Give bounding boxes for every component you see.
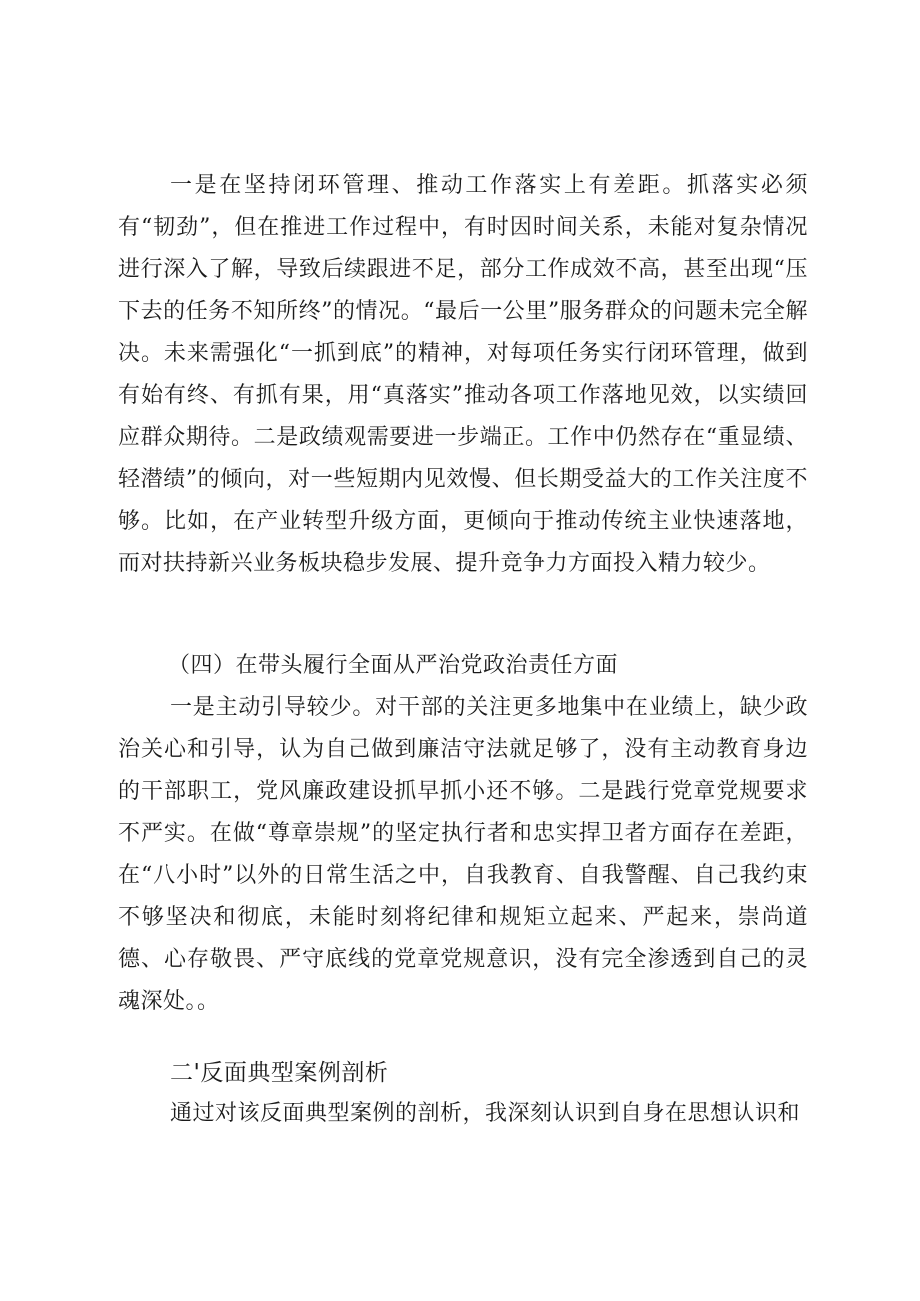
paragraph-guidance-and-party-rules: 一是主动引导较少。对干部的关注更多地集中在业绩上，缺少政治关心和引导，认为自己做到廉洁守法就足够了，没有主动教育身边的干部职工，党风廉政建设抓早抓小还不够。二是践行党章党规要求不严实。在做“尊章崇规”的坚定执行者和忠实捍卫者方面存在差距，在“八小时”以外的日常生活之中，自我教育、自我警醒、自己我约束不够坚决和彻底，未能时刻将纪律和规矩立起来、严起来，崇尚道德、心存敬畏、严守底线的党章党规意识，没有完全渗透到自己的灵魂深处。。: [118, 695, 808, 1014]
paragraph-closed-loop-and-performance: 一是在坚持闭环管理、推动工作落实上有差距。抓落实必须有“韧劲”，但在推进工作过程中，有时因时间关系，未能对复杂情况进行深入了解，导致后续跟进不足，部分工作成效不高，甚至出现“压下去的任务不知所终”的情况。“最后一公里”服务群众的问题未完全解决。未来需强化“一抓到底”的精神，对每项任务实行闭环管理，做到有始有终、有抓有果，用“真落实”推动各项工作落地见效，以实绩回应群众期待。二是政绩观需要进一步端正。工作中仍然存在“重显绩、轻潜绩”的倾向，对一些短期内见效慢、但长期受益大的工作关注度不够。比如，在产业转型升级方面，更倾向于推动传统主业快速落地，而对扶持新兴业务板块稳步发展、提升竞争力方面投入精力较少。: [118, 173, 808, 576]
section-heading-two: 二'反面典型案例剖析: [170, 1060, 389, 1086]
section-heading-four: （四）在带头履行全面从严治党政治责任方面: [168, 653, 619, 678]
paragraph-case-analysis: 通过对该反面典型案例的剖析，我深刻认识到自身在思想认识和: [170, 1101, 801, 1126]
